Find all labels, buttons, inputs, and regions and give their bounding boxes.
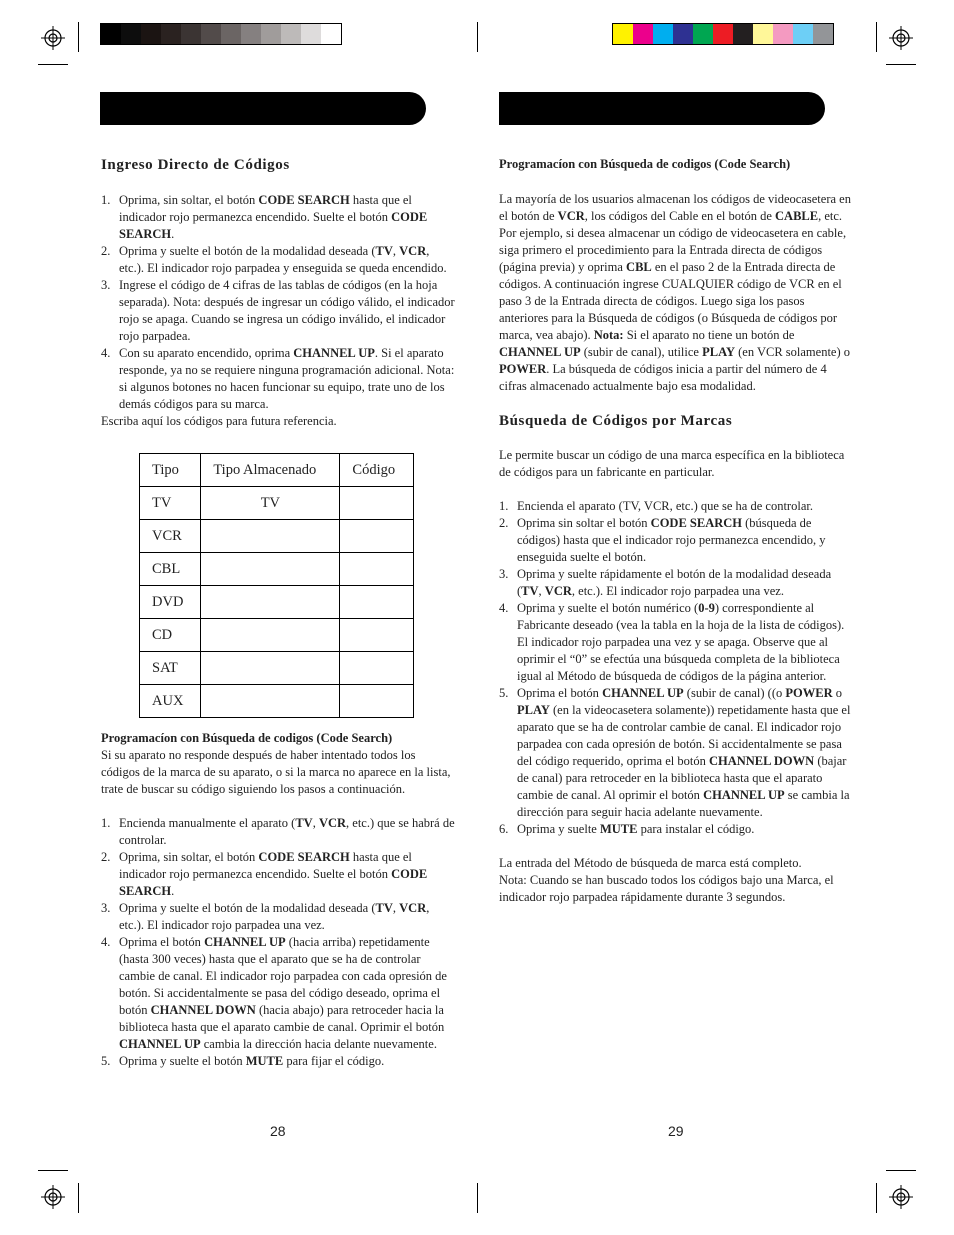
step-number: 4. (101, 935, 111, 949)
color-swatch (633, 24, 653, 44)
list-item (101, 900, 456, 934)
bold-term: CODE SEARCH (119, 210, 428, 241)
color-swatch (121, 24, 141, 44)
color-swatch (321, 24, 341, 44)
color-swatch (101, 24, 121, 44)
table-cell: TV (140, 487, 201, 520)
text-run: o (832, 686, 842, 700)
left-column (101, 157, 456, 430)
table-cell (201, 553, 340, 586)
step-number: 2. (499, 516, 509, 530)
bold-term: TV (375, 901, 393, 915)
step-number: 3. (101, 901, 111, 915)
closing-note: Nota: Cuando se han buscado todos los códigos bajo una Marca, el indicador rojo parpadea rápidamente durante 3 segundos. (499, 873, 834, 904)
bold-term: TV (295, 816, 313, 830)
list-item (101, 849, 456, 900)
code-search-steps (101, 815, 456, 1070)
bold-term: POWER (785, 686, 833, 700)
color-swatch (773, 24, 793, 44)
bold-term: CHANNEL DOWN (150, 1003, 256, 1017)
text-run: Oprima y suelte (517, 822, 600, 836)
table-cell: AUX (140, 685, 201, 718)
bold-term: VCR (318, 816, 347, 830)
color-swatch (753, 24, 773, 44)
color-swatch (733, 24, 753, 44)
bold-term: CHANNEL UP (204, 935, 286, 949)
color-swatch (673, 24, 693, 44)
table-row (140, 553, 414, 586)
table-header-cell: Tipo Almacenado (201, 454, 340, 487)
text-run: cambia la dirección hacia delante nuevamente. (200, 1037, 437, 1051)
text-run: . (171, 884, 175, 898)
list-item (101, 192, 456, 243)
color-swatch (813, 24, 833, 44)
bold-term: PLAY (702, 345, 735, 359)
bold-term: CHANNEL UP (602, 686, 684, 700)
step-number: 1. (499, 499, 509, 513)
color-swatch (221, 24, 241, 44)
crop-mark (876, 1183, 877, 1213)
list-item (499, 515, 855, 566)
step-number: 1. (101, 816, 111, 830)
step-number: 3. (499, 567, 509, 581)
text-run: (en VCR solamente) o (734, 345, 851, 359)
text-run: . La búsqueda de códigos inicia a partir del número de 4 cifras almacenado actualmente bajo esa modalidad. (499, 362, 827, 393)
list-item (499, 600, 855, 685)
bold-term: PLAY (517, 703, 550, 717)
color-swatch (693, 24, 713, 44)
color-swatch (301, 24, 321, 44)
text-run: Oprima y suelte el botón numérico ( (517, 601, 699, 615)
table-row (140, 619, 414, 652)
table-cell (201, 685, 340, 718)
text-run: Oprima y suelte el botón de la modalidad deseada ( (119, 901, 376, 915)
color-swatch (161, 24, 181, 44)
color-swatch (281, 24, 301, 44)
list-item (101, 277, 456, 345)
page-number: 28 (270, 1123, 286, 1139)
text-run: Oprima, sin soltar, el botón (119, 850, 259, 864)
text-run: , (538, 584, 545, 598)
intro-paragraph (499, 191, 855, 395)
table-cell (201, 619, 340, 652)
step-number: 1. (101, 193, 111, 207)
text-run: (subir de canal) ((o (683, 686, 786, 700)
text-run: Oprima sin soltar el botón (517, 516, 651, 530)
bold-term: CODE SEARCH (258, 193, 350, 207)
text-run: Con su aparato encendido, oprima (119, 346, 294, 360)
page-number: 29 (668, 1123, 684, 1139)
bold-term: CODE SEARCH (650, 516, 743, 530)
text-run: hasta que el indicador rojo permanezca encendido. Suelte el botón (119, 193, 412, 224)
text-run: Ingrese el código de 4 cifras de las tablas de códigos (en la hoja separada). Nota: después de ingresar un código válido, el indicador rojo se apaga. Cuando se ingresa un código inválido, el indicador rojo parpadea. (119, 278, 455, 343)
table-cell (340, 619, 414, 652)
text-run: . (171, 227, 175, 241)
text-run: , etc.) que se habrá de controlar. (119, 816, 455, 847)
list-item (499, 821, 855, 838)
color-swatch (141, 24, 161, 44)
text-run: Encienda el aparato (TV, VCR, etc.) que se ha de controlar. (517, 499, 813, 513)
table-row (140, 652, 414, 685)
list-item (499, 566, 855, 600)
text-run: , etc.). El indicador rojo parpadea una vez. (119, 901, 430, 932)
text-run: Oprima el botón (517, 686, 603, 700)
text-run: para fijar el código. (283, 1054, 385, 1068)
text-run: La mayoría de los usuarios almacenan los códigos de videocasetera en el botón de (499, 192, 851, 223)
text-run: en el paso 2 de la Entrada directa de códigos. A continuación ingrese CUALQUIER código de VCR en el paso 3 de la Entrada directa de códigos. Luego siga los pasos anteriores para la Búsqueda de códigos (o Búsqueda de códigos por marca, vea abajo). (499, 260, 842, 342)
right-column (499, 156, 855, 906)
crop-mark (38, 1170, 68, 1171)
text-run: (búsqueda de códigos) hasta que el indicador rojo permanezca encendido, y enseguida suelte el botón. (517, 516, 826, 564)
brand-search-steps (499, 498, 855, 838)
bold-term: Nota: (593, 328, 624, 342)
bold-term: MUTE (245, 1054, 284, 1068)
color-swatch (261, 24, 281, 44)
text-run: Oprima, sin soltar, el botón (119, 193, 259, 207)
bold-term: VCR (399, 244, 427, 258)
text-run: , etc.). El indicador rojo parpadea una vez. (571, 584, 784, 598)
text-run: , etc. Por ejemplo, si desea almacenar un código de videocasetera en cable, siga primero el procedimiento para la Entrada directa de códigos (página previa) y oprima (499, 209, 847, 274)
section-heading: Programacíon con Búsqueda de codigos (Code Search) (499, 157, 791, 171)
step-number: 5. (101, 1054, 111, 1068)
step-number: 4. (499, 601, 509, 615)
table-header-row (140, 454, 414, 487)
table-cell (201, 586, 340, 619)
table-header-cell: Tipo (140, 454, 201, 487)
bold-term: CHANNEL DOWN (708, 754, 815, 768)
table-cell (201, 652, 340, 685)
text-run: (hacia arriba) repetidamente (hasta 300 veces) hasta que el aparato que se ha de controlar cambie de canal. El indicador rojo parpadea con cada opresión de botón. Si accidentalmente se pasa del código deseado, oprima el botón (119, 935, 447, 1017)
text-run: se cambia la dirección para seguir hacia adelante nuevamente. (517, 788, 850, 819)
list-item (101, 1053, 456, 1070)
table-cell (340, 652, 414, 685)
text-run: , (392, 244, 400, 258)
list-item (499, 685, 855, 821)
text-run: . Si el aparato responde, ya no se requiere ninguna programación adicional. Nota: si algunos botones no hacen funcionar su equipo, trate uno de los demás códigos para su marca. (119, 346, 455, 411)
crop-mark (78, 22, 79, 52)
color-swatch (241, 24, 261, 44)
registration-mark-icon (41, 26, 65, 50)
table-cell: TV (201, 487, 340, 520)
bold-term: VCR (399, 901, 427, 915)
text-run: , los códigos del Cable en el botón de (584, 209, 776, 223)
table-cell (340, 487, 414, 520)
table-cell: CD (140, 619, 201, 652)
step-number: 5. (499, 686, 509, 700)
list-item (101, 815, 456, 849)
table-cell: VCR (140, 520, 201, 553)
bold-term: CBL (626, 260, 652, 274)
list-item (101, 345, 456, 413)
table-row (140, 586, 414, 619)
section-heading: Ingreso Directo de Códigos (101, 157, 290, 173)
step-number: 4. (101, 346, 111, 360)
registration-mark-icon (889, 1185, 913, 1209)
bold-term: 0-9 (698, 601, 715, 615)
table-cell: DVD (140, 586, 201, 619)
text-run: , (392, 901, 400, 915)
bold-term: CODE SEARCH (119, 867, 428, 898)
step-number: 2. (101, 244, 111, 258)
left-column-lower (101, 730, 456, 1070)
text-run: Oprima el botón (119, 935, 205, 949)
crop-mark (477, 22, 478, 52)
bold-term: CODE SEARCH (258, 850, 350, 864)
text-run: , (312, 816, 319, 830)
color-swatch (713, 24, 733, 44)
text-run: Si el aparato no tiene un botón de (623, 328, 795, 342)
bold-term: MUTE (599, 822, 638, 836)
color-swatch (201, 24, 221, 44)
table-row (140, 520, 414, 553)
crop-mark (78, 1183, 79, 1213)
crop-mark (886, 1170, 916, 1171)
bold-term: VCR (544, 584, 572, 598)
color-swatch (181, 24, 201, 44)
table-row (140, 487, 414, 520)
bold-term: CHANNEL UP (119, 1037, 201, 1051)
registration-mark-icon (41, 1185, 65, 1209)
text-run: Oprima y suelte el botón (119, 1054, 246, 1068)
bold-term: TV (521, 584, 539, 598)
text-run: ) correspondiente al Fabricante deseado (vea la tabla en la hoja de la lista de códigos). El indicador rojo parpadea una vez y se apaga. Observe que al oprimir el “0” se efectúa una búsqueda completa de la biblioteca igual al Método de búsqueda de códigos de la página anterior. (517, 601, 845, 683)
table-cell: CBL (140, 553, 201, 586)
list-item (101, 243, 456, 277)
grayscale-color-bar (100, 23, 342, 45)
color-swatch (653, 24, 673, 44)
table-cell: SAT (140, 652, 201, 685)
color-calibration-bar (612, 23, 834, 45)
bold-term: CHANNEL UP (703, 788, 785, 802)
step-number: 3. (101, 278, 111, 292)
crop-mark (886, 64, 916, 65)
crop-mark (876, 22, 877, 52)
bold-term: CABLE (775, 209, 819, 223)
crop-mark (38, 64, 68, 65)
intro-paragraph: Si su aparato no responde después de haber intentado todos los códigos de la marca de su aparato, o si la marca no aparece en la lista, trate de buscar su código siguiendo los pasos a continuación. (101, 748, 451, 796)
bold-term: VCR (557, 209, 585, 223)
text-run: (bajar de canal) para retroceder en la biblioteca hasta que el aparato cambie de canal. Al oprimir el botón (517, 754, 847, 802)
text-run: , etc.). El indicador rojo parpadea y enseguida se queda encendido. (119, 244, 447, 275)
bold-term: CHANNEL UP (293, 346, 375, 360)
header-banner-left (100, 92, 426, 125)
list-item (499, 498, 855, 515)
table-header-cell: Código (340, 454, 414, 487)
table-cell (340, 685, 414, 718)
table-row (140, 685, 414, 718)
section-heading: Programacíon con Búsqueda de codigos (Code Search) (101, 731, 393, 745)
text-run: Oprima y suelte el botón de la modalidad deseada ( (119, 244, 376, 258)
closing-paragraph: La entrada del Método de búsqueda de marca está completo. (499, 856, 802, 870)
text-run: (subir de canal), utilice (580, 345, 703, 359)
table-cell (340, 586, 414, 619)
intro-paragraph: Le permite buscar un código de una marca específica en la biblioteca de códigos para un fabricante en particular. (499, 448, 845, 479)
code-record-table (139, 453, 414, 718)
bold-term: TV (375, 244, 393, 258)
text-run: (hacia abajo) para retroceder hacia la biblioteca hasta que el aparato cambie de canal. Oprimir el botón (119, 1003, 445, 1034)
color-swatch (613, 24, 633, 44)
table-cell (340, 553, 414, 586)
text-run: Encienda manualmente el aparato ( (119, 816, 296, 830)
direct-code-steps (101, 192, 456, 413)
list-item (101, 934, 456, 1053)
table-cell (340, 520, 414, 553)
text-run: hasta que el indicador rojo permanezca encendido. Suelte el botón (119, 850, 412, 881)
text-run: Oprima y suelte rápidamente el botón de la modalidad deseada ( (517, 567, 832, 598)
table-cell (201, 520, 340, 553)
bold-term: CHANNEL UP (499, 345, 581, 359)
text-run: para instalar el código. (637, 822, 755, 836)
bold-term: POWER (499, 362, 547, 376)
registration-mark-icon (889, 26, 913, 50)
step-number: 6. (499, 822, 509, 836)
color-swatch (793, 24, 813, 44)
write-note: Escriba aquí los códigos para futura referencia. (101, 414, 337, 428)
text-run: (en la videocasetera solamente)) repetidamente hasta que el aparato que se ha de controlar cambie de canal. El indicador rojo parpadea con cada opresión de botón. Si accidentalmente se pasa del código requerido, oprima el botón (517, 703, 851, 768)
header-banner-right (499, 92, 825, 125)
step-number: 2. (101, 850, 111, 864)
section-heading: Búsqueda de Códigos por Marcas (499, 413, 733, 429)
crop-mark (477, 1183, 478, 1213)
